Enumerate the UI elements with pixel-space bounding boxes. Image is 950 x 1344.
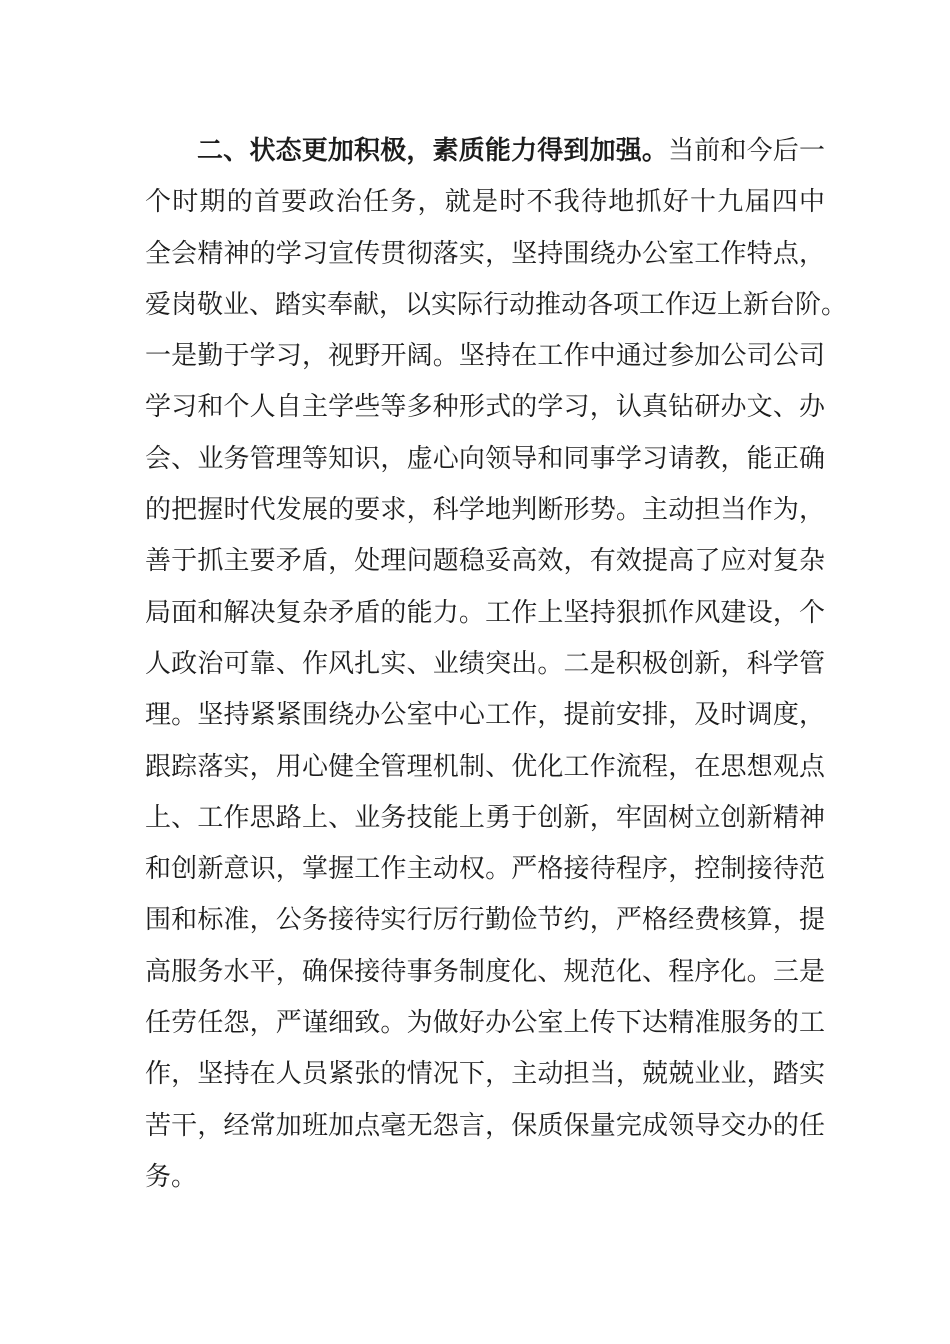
paragraph-line: 人政治可靠、作风扎实、业绩突出。二是积极创新，科学管 [145,648,825,679]
paragraph-line: 苦干，经常加班加点毫无怨言，保质保量完成领导交办的任 [145,1110,825,1141]
paragraph-line: 全会精神的学习宣传贯彻落实，坚持围绕办公室工作特点， [145,238,825,269]
paragraph-line: 作，坚持在人员紧张的情况下，主动担当，兢兢业业，踏实 [145,1059,825,1090]
paragraph-line: 的把握时代发展的要求，科学地判断形势。主动担当作为， [145,495,825,526]
paragraph-line: 务。 [145,1161,198,1192]
paragraph-line: 一是勤于学习，视野开阔。坚持在工作中通过参加公司公司 [145,341,825,372]
paragraph-line: 高服务水平，确保接待事务制度化、规范化、程序化。三是 [145,956,825,987]
paragraph-line: 会、业务管理等知识，虚心向领导和同事学习请教，能正确 [145,443,825,474]
paragraph-line: 局面和解决复杂矛盾的能力。工作上坚持狠抓作风建设，个 [145,597,825,628]
paragraph-line: 理。坚持紧紧围绕办公室中心工作，提前安排，及时调度， [145,700,825,731]
paragraph-line: 学习和个人自主学些等多种形式的学习，认真钻研办文、办 [145,392,825,423]
paragraph-line: 个时期的首要政治任务，就是时不我待地抓好十九届四中 [145,187,825,218]
paragraph-line: 爱岗敬业、踏实奉献，以实际行动推动各项工作迈上新台阶。 [145,289,848,320]
section-heading: 二、状态更加积极，素质能力得到加强。 [197,136,669,166]
paragraph-line: 任劳任怨，严谨细致。为做好办公室上传下达精准服务的工 [145,1008,825,1039]
line-text: 当前和今后一 [668,136,825,166]
paragraph-line: 上、工作思路上、业务技能上勇于创新，牢固树立创新精神 [145,802,825,833]
body-text [145,126,848,1203]
paragraph-line: 跟踪落实，用心健全管理机制、优化工作流程，在思想观点 [145,751,825,782]
paragraph-line: 和创新意识，掌握工作主动权。严格接待程序，控制接待范 [145,854,825,885]
paragraph-line: 善于抓主要矛盾，处理问题稳妥高效，有效提高了应对复杂 [145,546,825,577]
paragraph-line [145,126,825,177]
paragraph-line: 围和标准，公务接待实行厉行勤俭节约，严格经费核算，提 [145,905,825,936]
